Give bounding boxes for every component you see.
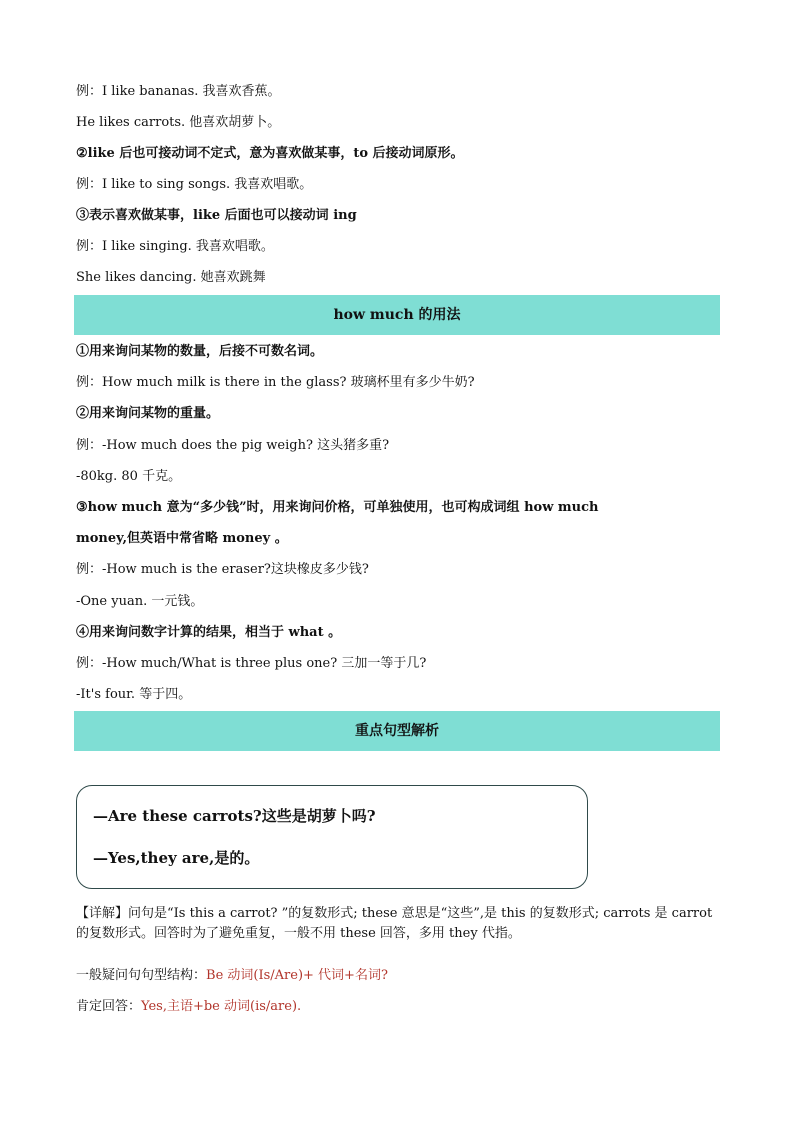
example-line: He likes carrots. 他喜欢胡萝卜。 [76, 115, 281, 130]
rule-line: ①用来询问某物的数量，后接不可数名词。 [76, 344, 324, 359]
example-line: -80kg. 80 千克。 [76, 469, 182, 484]
rule-line: ②用来询问某物的重量。 [76, 406, 220, 421]
example-line: 例：I like singing. 我喜欢唱歌。 [76, 239, 274, 254]
example-line: She likes dancing. 她喜欢跳舞 [76, 270, 266, 285]
rule-line: ③how much 意为“多少钱”时，用来询问价格，可单独使用，也可构成词组 how much [76, 500, 599, 515]
structure-line [76, 966, 726, 986]
answer-value: Yes,主语+be 动词(is/are). [141, 999, 302, 1014]
rule-line: ④用来询问数字计算的结果，相当于 what 。 [76, 625, 342, 640]
example-line: 例：I like bananas. 我喜欢香蕉。 [76, 84, 281, 99]
section-header-key-sentences: 重点句型解析 [74, 711, 720, 751]
rule-line: ③表示喜欢做某事，like 后面也可以接动词 ing [76, 208, 357, 223]
example-line: 例：I like to sing songs. 我喜欢唱歌。 [76, 177, 313, 192]
rule-line: ②like 后也可接动词不定式，意为喜欢做某事，to 后接动词原形。 [76, 146, 464, 161]
key-sentence-answer: —Yes,they are,是的。 [93, 849, 260, 867]
key-sentence-box [76, 785, 588, 889]
structure-value: Be 动词(Is/Are)+ 代词+名词? [206, 968, 388, 983]
example-line: 例：-How much does the pig weigh? 这头猪多重? [76, 438, 390, 453]
example-line: 例：-How much is the eraser?这块橡皮多少钱? [76, 562, 369, 577]
rule-line: money,但英语中常省略 money 。 [76, 531, 288, 546]
answer-line [76, 997, 726, 1017]
explanation-paragraph: 【详解】问句是“Is this a carrot? ”的复数形式; these 意思是“这些”,是 this 的复数形式; carrots 是 carrot 的复数形式。回答时为了避免重复，一般不用 these 回答，多用 they 代指。 [76, 906, 713, 941]
key-sentence-question: —Are these carrots?这些是胡萝卜吗? [93, 807, 376, 825]
example-line: 例：How much milk is there in the glass? 玻璃杯里有多少牛奶? [76, 375, 475, 390]
structure-label: 一般疑问句句型结构： [76, 968, 207, 983]
example-line: 例：-How much/What is three plus one? 三加一等于几? [76, 656, 427, 671]
section-header-how-much: how much 的用法 [74, 295, 720, 335]
example-line: -One yuan. 一元钱。 [76, 594, 204, 609]
answer-label: 肯定回答： [76, 999, 142, 1014]
example-line: -It's four. 等于四。 [76, 687, 192, 702]
